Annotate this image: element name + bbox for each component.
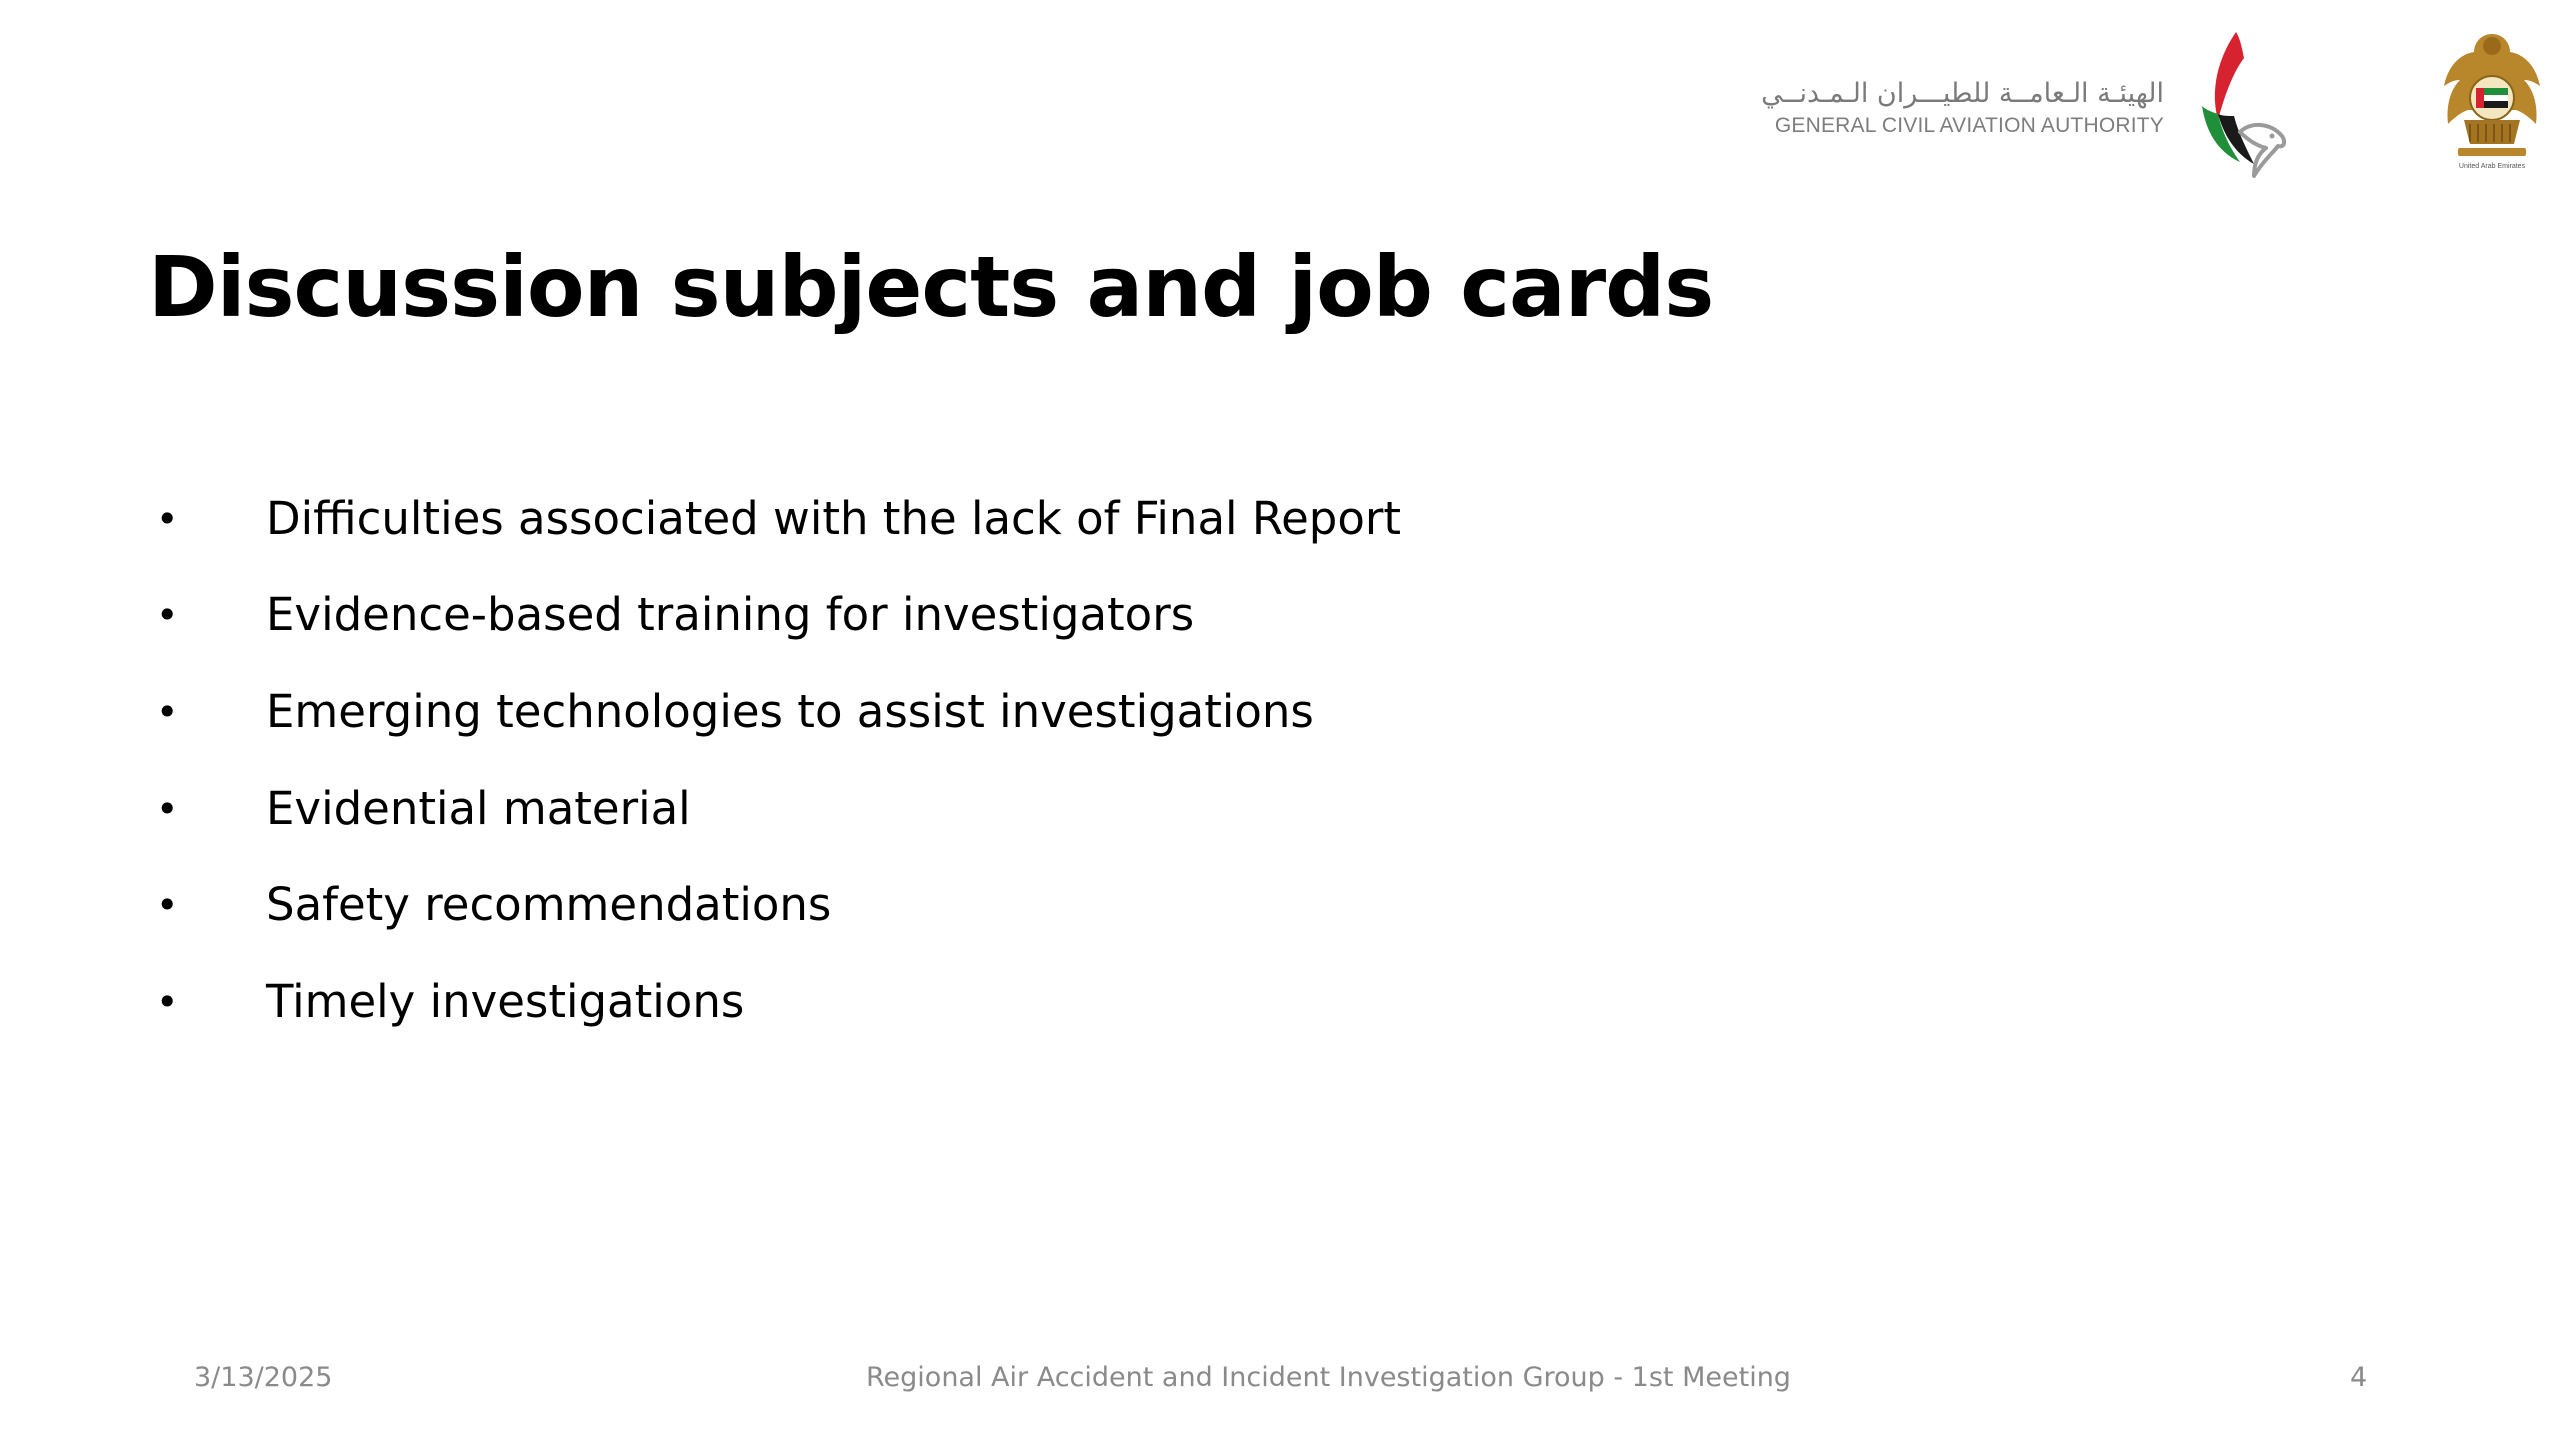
page-number: 4 — [2350, 1362, 2368, 1393]
slide-title: Discussion subjects and job cards — [148, 238, 1714, 336]
falcon-red-stripe-icon — [2215, 32, 2244, 120]
org-name-arabic: الهيئـة الـعامــة للطيـــران الـمـدنــي — [1761, 78, 2164, 109]
bullet-text: Evidential material — [266, 782, 691, 835]
emblem-caption: United Arab Emirates — [2458, 163, 2526, 170]
bullet-text: Emerging technologies to assist investigations — [266, 685, 1314, 738]
gcaa-logo — [1740, 28, 2300, 178]
bullet-dot-icon: • — [156, 497, 179, 541]
bullet-dot-icon: • — [156, 787, 179, 831]
footer-date: 3/13/2025 — [194, 1362, 333, 1393]
bullet-text: Evidence-based training for investigators — [266, 588, 1195, 641]
bullet-dot-icon: • — [156, 593, 179, 637]
bullet-text: Safety recommendations — [266, 878, 832, 931]
bullet-dot-icon: • — [156, 690, 179, 734]
bullet-text: Difficulties associated with the lack of Final Report — [266, 492, 1401, 545]
falcon-logo-icon — [2188, 28, 2298, 178]
footer-title: Regional Air Accident and Incident Investigation Group - 1st Meeting — [866, 1362, 1791, 1393]
uae-emblem-icon — [2440, 26, 2544, 174]
bullet-text: Timely investigations — [266, 975, 745, 1028]
bullet-dot-icon: • — [156, 883, 179, 927]
bullet-dot-icon: • — [156, 980, 179, 1024]
org-name-english: GENERAL CIVIL AVIATION AUTHORITY — [1774, 114, 2164, 137]
